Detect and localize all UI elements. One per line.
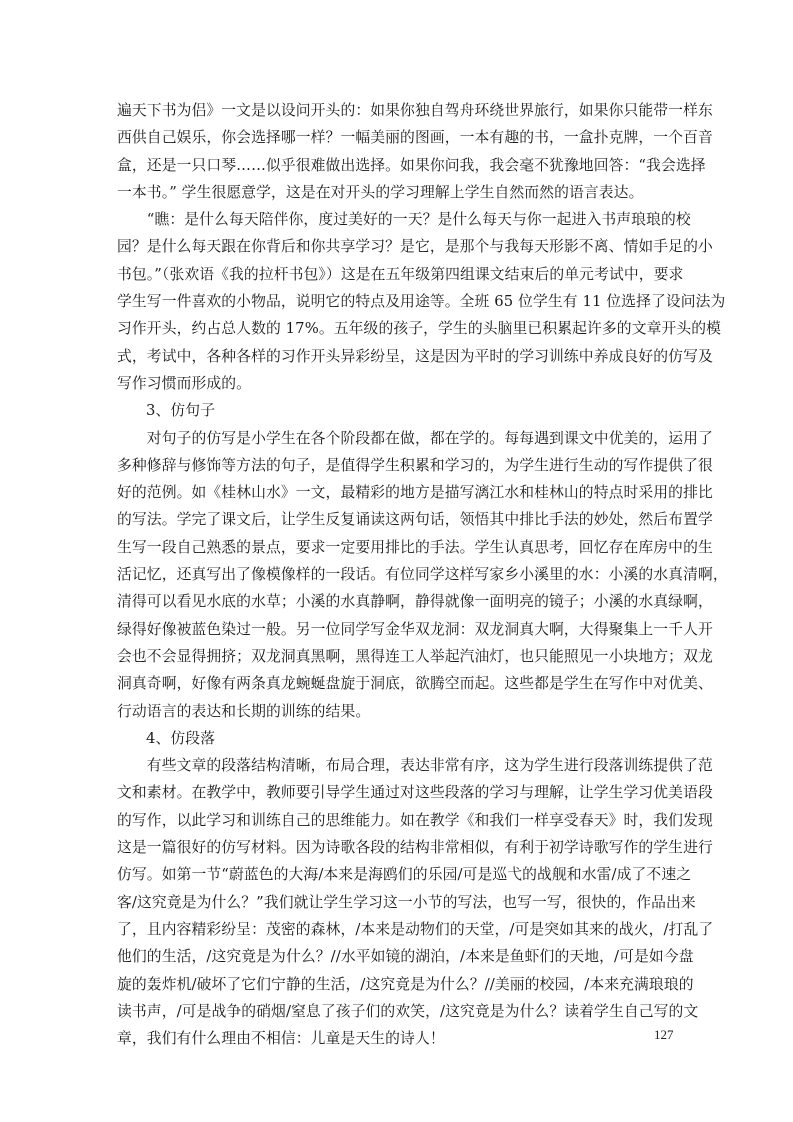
section-heading: 4、仿段落: [146, 729, 216, 747]
text-line: 读书声，/可是战争的硝烟/窒息了孩子们的欢笑，/这究竟是为什么？读着学生自己写的文: [117, 1002, 699, 1020]
paragraph: [117, 206, 726, 397]
text-line: 西供自己娱乐，你会选择哪一样？一幅美丽的图画，一本有趣的书，一盒扑克牌，一个百音: [117, 129, 713, 147]
text-line: 他们的生活，/这究竟是为什么？//水平如镜的湖泊，/本来是鱼虾们的天地，/可是如今盘: [117, 948, 694, 966]
text-line: 清得可以看见水底的水草；小溪的水真静啊，静得就像一面明亮的镜子；小溪的水真绿啊，: [117, 593, 713, 611]
text-line: 会也不会显得拥挤；双龙洞真黑啊，黑得连工人举起汽油灯，也只能照见一小块地方；双龙: [117, 647, 713, 665]
text-line: 对句子的仿写是小学生在各个阶段都在做，都在学的。每每遇到课文中优美的，运用了: [117, 429, 713, 447]
text-line: 仿写。如第一节“蔚蓝色的大海/本来是海鸥们的乐园/可是巡弋的战舰和水雷/成了不速之: [117, 866, 692, 884]
text-line: 章，我们有什么理由不相信：儿童是天生的诗人！: [117, 1030, 445, 1048]
text-line: 行动语言的表达和长期的训练的结果。: [117, 702, 371, 720]
text-line: 文和素材。在教学中，教师要引导学生通过对这些段落的学习与理解，让学生学习优美语段: [117, 784, 713, 802]
page-body: [117, 97, 728, 1052]
text-line: 生写一段自己熟悉的景点，要求一定要用排比的手法。学生认真思考，回忆存在库房中的生: [117, 538, 713, 556]
text-line: 好的范例。如《桂林山水》一文，最精彩的地方是描写漓江水和桂林山的特点时采用的排比: [117, 484, 713, 502]
text-line: 洞真奇啊，好像有两条真龙蜿蜒盘旋于洞底，欲腾空而起。这些都是学生在写作中对优美、: [117, 675, 713, 693]
text-line: 了，且内容精彩纷呈：茂密的森林，/本来是动物们的天堂，/可是突如其来的战火，/打乱了: [117, 920, 714, 938]
paragraph: [117, 425, 728, 725]
text-line: 有些文章的段落结构清晰，布局合理，表达非常有序，这为学生进行段落训练提供了范: [117, 757, 713, 775]
text-line: 学生写一件喜欢的小物品，说明它的特点及用途等。全班 65 位学生有 11 位选择了设问法为: [117, 293, 726, 311]
text-line: 多种修辞与修饰等方法的句子，是值得学生积累和学习的，为学生进行生动的写作提供了很: [117, 456, 713, 474]
text-line: 的写法。学完了课文后，让学生反复诵读这两句话，领悟其中排比手法的妙处，然后布置学: [117, 511, 713, 529]
text-line: 写作习惯而形成的。: [117, 374, 252, 392]
text-line: 绿得好像被蓝色染过一般。另一位同学写金华双龙洞：双龙洞真大啊，大得聚集上一千人开: [117, 620, 713, 638]
paragraph: [117, 97, 713, 206]
text-line: 的写作，以此学习和训练自己的思维能力。如在教学《和我们一样享受春天》时，我们发现: [117, 811, 713, 829]
text-line: 书包。”（张欢语《我的拉杆书包》）这是在五年级第四组课文结束后的单元考试中，要求: [117, 265, 684, 283]
text-line: 活记忆，还真写出了像模像样的一段话。有位同学这样写家乡小溪里的水：小溪的水真清啊，: [117, 566, 728, 584]
page-number: 127: [654, 1027, 674, 1042]
text-line: 旋的轰炸机/破坏了它们宁静的生活，/这究竟是为什么？//美丽的校园，/本来充满琅琅的: [117, 975, 694, 993]
text-line: 式，考试中，各种各样的习作开头异彩纷呈，这是因为平时的学习训练中养成良好的仿写及: [117, 347, 713, 365]
text-line: 盒，还是一只口琴……似乎很难做出选择。如果你问我，我会毫不犹豫地回答：“我会选择: [117, 156, 706, 174]
section-heading: 3、仿句子: [146, 402, 216, 420]
text-line: 这是一篇很好的仿写材料。因为诗歌各段的结构非常相似，有利于初学诗歌写作的学生进行: [117, 839, 713, 857]
text-line: 遍天下书为侣》一文是以设问开头的：如果你独自驾舟环绕世界旅行，如果你只能带一样东: [117, 102, 713, 119]
text-line: 客/这究竟是为什么？”我们就让学生学习这一小节的写法，也写一写，很快的，作品出来: [117, 893, 696, 911]
paragraph: [117, 752, 714, 1052]
text-line: “瞧：是什么每天陪伴你，度过美好的一天？是什么每天与你一起进入书声琅琅的校: [117, 211, 691, 229]
text-line: 一本书。” 学生很愿意学，这是在对开头的学习理解上学生自然而然的语言表达。: [117, 183, 644, 201]
text-line: 习作开头，约占总人数的 17%。五年级的孩子，学生的头脑里已积累起许多的文章开头的模: [117, 320, 722, 338]
text-line: 园？是什么每天跟在你背后和你共享学习？是它，是那个与我每天形影不离、情如手足的小: [117, 238, 713, 256]
